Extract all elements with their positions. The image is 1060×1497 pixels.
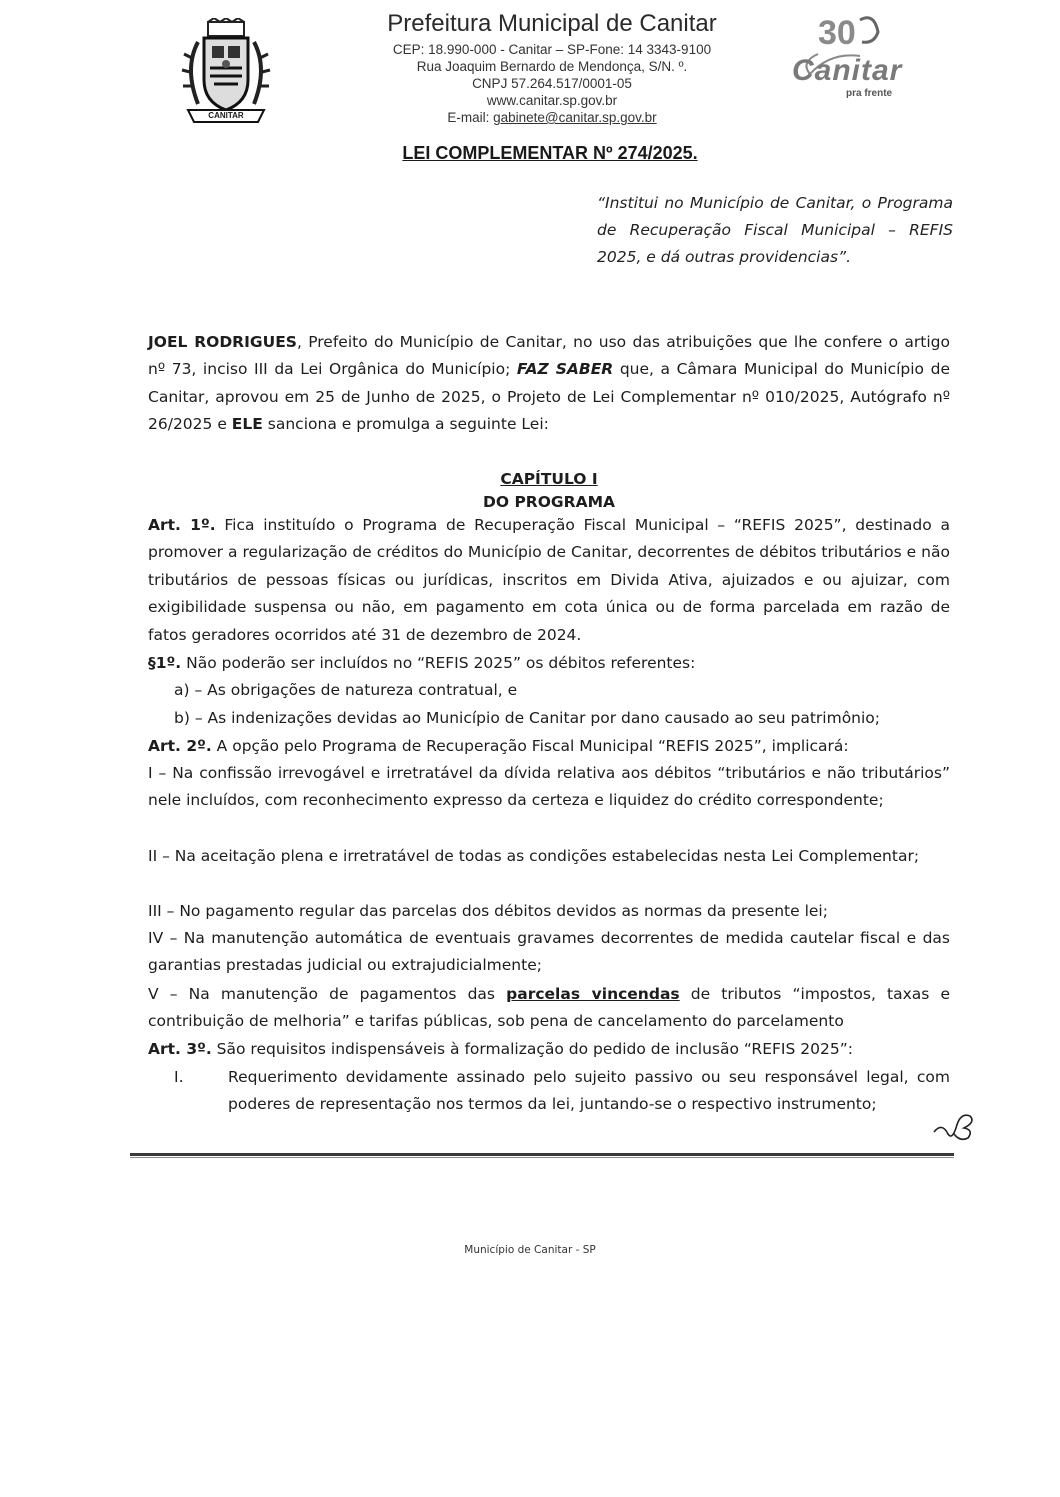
article-1-label: Art. 1º. [148, 516, 216, 534]
article-2-item-i: I – Na confissão irrevogável e irretratável da dívida relativa aos débitos “tributários e não tributários” nele incluídos, com reconhecimento expresso da certeza e liquidez do crédito correspondente; [148, 764, 950, 810]
law-title: LEI COMPLEMENTAR Nº 274/2025. [402, 143, 698, 163]
article-2-text: A opção pelo Programa de Recuperação Fiscal Municipal “REFIS 2025”, implicará: [211, 737, 849, 755]
list-item-letter: a) [174, 681, 190, 699]
article-2-item-iv: IV – Na manutenção automática de eventuais gravames decorrentes de medida cautelar fiscal e das garantias prestadas judicial ou extrajudicialmente; [148, 929, 950, 975]
list-item-text: – As obrigações de natureza contratual, e [194, 681, 518, 699]
article-2-item-ii: II – Na aceitação plena e irretratável de todas as condições estabelecidas nesta Lei Complementar; [148, 847, 920, 865]
email-label: E-mail: [447, 110, 494, 125]
email-link[interactable]: gabinete@canitar.sp.gov.br [493, 110, 657, 125]
article-1 [148, 512, 950, 649]
article-3-text: São requisitos indispensáveis à formalização do pedido de inclusão “REFIS 2025”: [211, 1040, 853, 1058]
faz-saber: FAZ SABER [516, 360, 614, 379]
list-item-text: – As indenizações devidas ao Município de Canitar por dano causado ao seu patrimônio; [194, 709, 881, 727]
anniversary-logo [770, 12, 920, 102]
preamble-paragraph [148, 329, 950, 439]
article-2-label: Art. 2º. [148, 737, 212, 755]
mayor-name: JOEL RODRIGUES [148, 333, 297, 351]
list-item [174, 677, 517, 704]
anniversary-number: 30 [818, 14, 856, 52]
list-item-letter: b) [174, 709, 190, 727]
item-v-text-post: de tributos “impostos, taxas e contribuição de melhoria” e tarifas públicas, sob pena de cancelamento do parcelamento [148, 985, 951, 1031]
article-1-text: Fica instituído o Programa de Recuperação Fiscal Municipal – “REFIS 2025”, destinado a promover a regularização de créditos do Município de Canitar, decorrentes de débitos tributários e não tributários de pessoas físicas ou jurídicas, inscritos em Divida Ativa, ajuizados e ou ajuizar, com exigibilidade suspensa ou não, em pagamento em cota única ou de forma parcelada em razão de fatos geradores ocorridos até 31 de dezembro de 2024. [148, 516, 950, 644]
chapter-number-text: CAPÍTULO I [500, 470, 598, 488]
header-website[interactable]: www.canitar.sp.gov.br [486, 93, 618, 108]
preamble-text-3: sanciona e promulga a seguinte Lei: [262, 415, 549, 434]
item-v-underlined: parcelas vincendas [506, 985, 680, 1003]
article-3-item-i-text: Requerimento devidamente assinado pelo sujeito passivo ou seu responsável legal, com poderes de representação nos termos da lei, juntando-se o respectivo instrumento; [228, 1068, 950, 1114]
footer-divider [130, 1153, 954, 1156]
paragraph-1 [148, 650, 695, 677]
preamble-text-2: que, a Câmara Municipal do Município de Canitar, aprovou em 25 de Junho de 2025, o Projeto de Lei Complementar nº 010/2025, Autógrafo nº 26/2025 e [148, 360, 950, 434]
paragraph-1-text: Não poderão ser incluídos no “REFIS 2025” os débitos referentes: [181, 654, 696, 672]
header-address-street: Rua Joaquim Bernardo de Mendonça, S/N. º. [416, 59, 688, 74]
anniversary-name: Canitar [792, 54, 903, 87]
header-address-cep: CEP: 18.990-000 - Canitar – SP-Fone: 14 3343-9100 [392, 42, 712, 57]
preamble-text-1: , Prefeito do Município de Canitar, no uso das atribuições que lhe confere o artigo nº 73, inciso III da Lei Orgânica do Município; [148, 333, 950, 379]
article-2-item-iii: III – No pagamento regular das parcelas dos débitos devidos as normas da presente lei; [148, 902, 828, 920]
article-2-item-v [148, 981, 950, 1036]
article-3 [148, 1036, 853, 1063]
footer-divider-thin [130, 1157, 954, 1158]
preamble-ele: ELE [231, 415, 263, 434]
header-cnpj: CNPJ 57.264.517/0001-05 [472, 76, 632, 91]
article-3-label: Art. 3º. [148, 1040, 212, 1058]
signature-initials [930, 1104, 980, 1144]
page-footer: Município de Canitar - SP [464, 1244, 596, 1256]
header-email-line [352, 109, 752, 126]
chapter-title: DO PROGRAMA [483, 493, 615, 511]
article-3-item-i-number: I. [174, 1068, 184, 1086]
article-2 [148, 733, 849, 760]
paragraph-1-label: §1º. [148, 654, 182, 672]
law-summary: “Institui no Município de Canitar, o Programa de Recuperação Fiscal Municipal – REFIS 2025, e dá outras providencias”. [597, 194, 953, 266]
item-v-text-pre: V – Na manutenção de pagamentos das [148, 985, 507, 1003]
anniversary-slogan: pra frente [846, 88, 893, 99]
list-item [174, 705, 880, 732]
institution-name: Prefeitura Municipal de Canitar [387, 10, 717, 37]
coat-of-arms-logo [178, 18, 274, 136]
coat-of-arms-banner-text: CANITAR [208, 111, 244, 120]
